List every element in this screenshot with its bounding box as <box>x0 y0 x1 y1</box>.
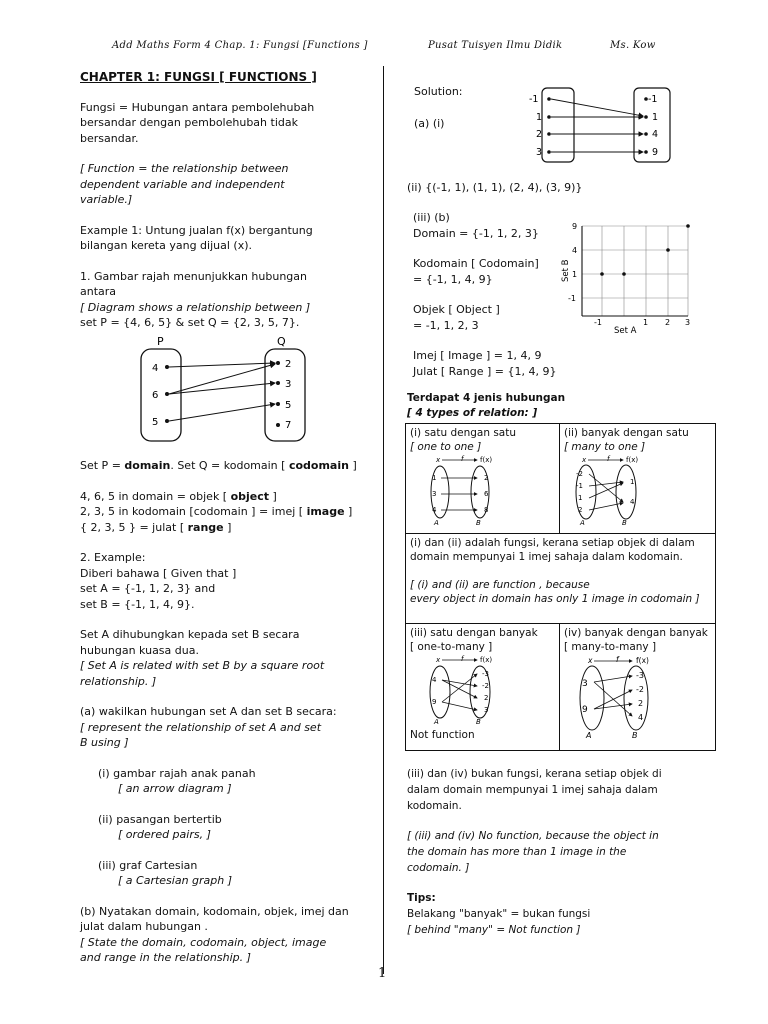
svg-text:-3: -3 <box>482 670 489 678</box>
svg-text:A: A <box>586 731 592 740</box>
svg-text:4: 4 <box>432 506 437 514</box>
svg-text:A: A <box>434 718 439 724</box>
svg-text:9: 9 <box>572 222 578 231</box>
svg-text:1: 1 <box>578 494 583 502</box>
svg-text:f(x): f(x) <box>480 656 493 664</box>
option-ordered-pairs: (ii) pasangan bertertib <box>98 812 222 826</box>
left-column-lower <box>80 458 375 966</box>
example1-line-2: bilangan kereta yang dijual (x). <box>80 239 252 252</box>
option-arrow-diagram: (i) gambar rajah anak panah <box>98 766 256 780</box>
svg-text:3: 3 <box>484 706 489 714</box>
svg-text:1: 1 <box>630 478 635 486</box>
header-author: Ms. Kow <box>610 40 656 51</box>
types-title: Terdapat 4 jenis hubungan <box>407 392 566 404</box>
svg-text:6: 6 <box>484 490 489 498</box>
solution-label: Solution: <box>414 85 463 98</box>
svg-text:f(x): f(x) <box>636 656 649 665</box>
q-item: 5 <box>285 400 292 411</box>
relate-my: Set A dihubungkan kepada set B secara <box>80 628 300 641</box>
many-to-one-diagram <box>568 454 648 526</box>
example1-line-1: Example 1: Untung jualan f(x) bergantung <box>80 223 313 237</box>
not-function-note: Not function <box>410 729 475 741</box>
part-a-en: [ represent the relationship of set A and set <box>80 720 322 734</box>
example2-line: Diberi bahawa [ Given that ] <box>80 566 237 580</box>
tips-heading: Tips: <box>407 892 436 904</box>
p-item: 6 <box>152 390 159 401</box>
item1-sets: set P = {4, 6, 5} & set Q = {2, 3, 5, 7}. <box>80 316 300 329</box>
option-ordered-pairs-en: [ ordered pairs, ] <box>118 828 211 841</box>
cell-function-explanation: (i) dan (ii) adalah fungsi, kerana setiap objek di dalam domain mempunyai 1 imej sahaja dalam kodomain. [ (i) and (ii) are function , because every object in domain has only 1 image in codomain ] <box>406 534 716 624</box>
relate-my: hubungan kuasa dua. <box>80 643 199 657</box>
svg-text:3: 3 <box>536 147 543 158</box>
cell-many-to-one: (ii) banyak dengan satu [ many to one ] x f f(x) -2 -1 1 2 1 4 A B <box>560 424 716 534</box>
part-b-en: [ State the domain, codomain, object, image <box>80 935 327 949</box>
answer-iii-b: (iii) (b) <box>413 211 450 224</box>
svg-text:f(x): f(x) <box>626 456 639 464</box>
set-p-label: P <box>157 335 164 348</box>
page-number: 1 <box>378 966 387 981</box>
svg-text:9: 9 <box>432 698 437 706</box>
svg-text:f: f <box>461 455 464 463</box>
object-line: 4, 6, 5 in domain = objek [ object ] <box>80 489 277 503</box>
part-a-my: (a) wakilkan hubungan set A dan set B secara: <box>80 705 337 718</box>
definition-en-2: dependent variable and independent <box>80 177 285 191</box>
svg-text:-1: -1 <box>576 482 583 490</box>
part-b-my: (b) Nyatakan domain, kodomain, objek, imej dan <box>80 904 349 918</box>
not-function-explanation: (iii) dan (iv) bukan fungsi, kerana setiap objek di dalam domain mempunyai 1 imej sahaja dalam kodomain. [ (iii) and (iv) No function, because the object in the domain has more than 1 image in the codomain. ] Tips: Belakang "banyak" = bukan fungsi [ behind "many" = Not function ] <box>407 766 707 938</box>
image-line: 2, 3, 5 in kodomain [codomain ] = imej [ image ] <box>80 505 353 518</box>
svg-text:x: x <box>588 656 593 665</box>
svg-text:3: 3 <box>582 679 588 689</box>
option-cartesian-en: [ a Cartesian graph ] <box>118 874 233 887</box>
example2-line: set A = {-1, 1, 2, 3} and <box>80 582 216 595</box>
svg-text:4: 4 <box>572 246 578 255</box>
svg-text:A: A <box>434 519 439 526</box>
p-item: 5 <box>152 417 159 428</box>
definition-my-2: bersandar dengan pembolehubah tidak <box>80 116 298 129</box>
svg-text:8: 8 <box>484 506 489 514</box>
q-item: 2 <box>285 359 292 370</box>
tips-en: [ behind "many" = Not function ] <box>407 924 581 936</box>
one-to-many-diagram <box>422 654 502 724</box>
svg-text:1: 1 <box>536 112 543 123</box>
object-answer: Objek [ Object ] <box>413 303 500 316</box>
example2-line: set B = {-1, 1, 4, 9}. <box>80 597 195 611</box>
svg-text:2: 2 <box>638 699 644 708</box>
graph-y-label: Set B <box>561 259 571 282</box>
chapter-title: CHAPTER 1: FUNGSI [ FUNCTIONS ] <box>80 70 317 84</box>
relation-types-table <box>405 423 716 751</box>
definition-en-3: variable.] <box>80 193 133 206</box>
svg-text:-1: -1 <box>594 318 602 327</box>
arrow-diagram-p-q <box>140 333 320 445</box>
column-divider <box>383 66 384 974</box>
svg-text:3: 3 <box>685 318 691 327</box>
codomain-value: = {-1, 1, 4, 9} <box>413 272 493 286</box>
svg-text:9: 9 <box>582 705 588 715</box>
q-item: 3 <box>285 379 292 390</box>
svg-text:-2: -2 <box>482 682 489 690</box>
option-cartesian: (iii) graf Cartesian <box>98 858 198 872</box>
domain-codomain-line: Set P = domain. Set Q = kodomain [ codomain ] <box>80 459 357 472</box>
svg-text:4: 4 <box>630 498 635 506</box>
relate-en: [ Set A is related with set B by a square root <box>80 659 325 672</box>
relate-en: relationship. ] <box>80 674 157 688</box>
svg-text:x: x <box>436 656 441 664</box>
svg-text:1: 1 <box>643 318 649 327</box>
svg-text:B: B <box>632 731 638 740</box>
set-q-label: Q <box>277 335 286 348</box>
svg-text:A: A <box>580 519 585 526</box>
svg-text:x: x <box>582 456 587 464</box>
cell-one-to-one: (i) satu dengan satu [ one to one ] x f f(x) 1 3 4 2 6 8 A B <box>406 424 560 534</box>
graph-grid <box>582 226 688 316</box>
example2-line: 2. Example: <box>80 551 146 564</box>
svg-text:2: 2 <box>536 129 543 140</box>
domain-answers <box>413 210 573 379</box>
svg-text:x: x <box>436 456 441 464</box>
svg-text:-2: -2 <box>636 685 644 694</box>
part-a-en: B using ] <box>80 736 129 749</box>
header-chapter: Add Maths Form 4 Chap. 1: Fungsi [Functions ] <box>112 40 368 51</box>
svg-text:4: 4 <box>638 713 644 722</box>
svg-text:f(x): f(x) <box>480 456 493 464</box>
svg-text:-3: -3 <box>636 671 644 680</box>
svg-text:B: B <box>622 519 627 526</box>
cartesian-graph <box>554 216 694 338</box>
cell-many-to-many: (iv) banyak dengan banyak [ many-to-many ] x f f(x) 3 9 -3 -2 2 4 A B <box>560 624 716 751</box>
tips-my: Belakang "banyak" = bukan fungsi <box>407 908 591 920</box>
header-centre-name: Pusat Tuisyen Ilmu Didik <box>428 40 563 51</box>
svg-text:B: B <box>476 718 481 724</box>
one-to-one-diagram <box>422 454 502 526</box>
svg-text:-1: -1 <box>648 94 658 105</box>
option-arrow-diagram-en: [ an arrow diagram ] <box>118 782 232 795</box>
codomain-answer: Kodomain [ Codomain] <box>413 257 539 270</box>
left-column <box>80 70 370 331</box>
object-value: = -1, 1, 2, 3 <box>413 318 479 332</box>
definition-my-1: Fungsi = Hubungan antara pembolehubah <box>80 100 315 114</box>
definition-en-1: [ Function = the relationship between <box>80 162 289 175</box>
svg-text:9: 9 <box>652 147 659 158</box>
svg-text:3: 3 <box>432 490 437 498</box>
q-item: 7 <box>285 420 292 431</box>
answer-a-i: (a) (i) <box>414 117 445 130</box>
cell-one-to-many: (iii) satu dengan banyak [ one-to-many ] x f f(x) 4 9 -3 -2 2 3 A B Not function <box>406 624 560 751</box>
svg-text:2: 2 <box>578 506 583 514</box>
svg-text:-2: -2 <box>576 470 583 478</box>
svg-text:1: 1 <box>652 112 659 123</box>
arrow-diagram-a-b <box>528 86 688 166</box>
svg-text:4: 4 <box>652 129 659 140</box>
svg-text:2: 2 <box>484 474 489 482</box>
item1-line-2: antara <box>80 285 117 298</box>
svg-text:-1: -1 <box>568 294 576 303</box>
svg-text:f: f <box>616 655 619 664</box>
svg-text:1: 1 <box>432 474 437 482</box>
svg-text:2: 2 <box>665 318 671 327</box>
part-b-en: and range in the relationship. ] <box>80 951 251 964</box>
svg-text:B: B <box>476 519 481 526</box>
svg-text:f: f <box>461 655 464 663</box>
many-to-many-diagram <box>572 654 662 740</box>
svg-text:1: 1 <box>572 270 578 279</box>
svg-text:4: 4 <box>432 676 437 684</box>
mapping-arrows <box>169 363 275 421</box>
set-p-box <box>141 349 181 441</box>
range-line: { 2, 3, 5 } = julat [ range ] <box>80 520 232 534</box>
p-item: 4 <box>152 363 159 374</box>
image-answer: Imej [ Image ] = 1, 4, 9 <box>413 349 542 362</box>
svg-text:f: f <box>607 455 610 463</box>
svg-text:-1: -1 <box>529 94 539 105</box>
domain-answer: Domain = {-1, 1, 2, 3} <box>413 226 539 240</box>
part-b-my: julat dalam hubungan . <box>80 920 208 933</box>
range-answer: Julat [ Range ] = {1, 4, 9} <box>413 364 557 378</box>
graph-x-label: Set A <box>614 326 637 336</box>
item1-line-1: 1. Gambar rajah menunjukkan hubungan <box>80 269 307 283</box>
svg-text:2: 2 <box>484 694 489 702</box>
types-title-en: [ 4 types of relation: ] <box>407 407 538 419</box>
item1-english: [ Diagram shows a relationship between ] <box>80 300 311 314</box>
definition-my-3: bersandar. <box>80 131 139 145</box>
ordered-pairs: (ii) {(-1, 1), (1, 1), (2, 4), (3, 9)} <box>407 181 583 194</box>
